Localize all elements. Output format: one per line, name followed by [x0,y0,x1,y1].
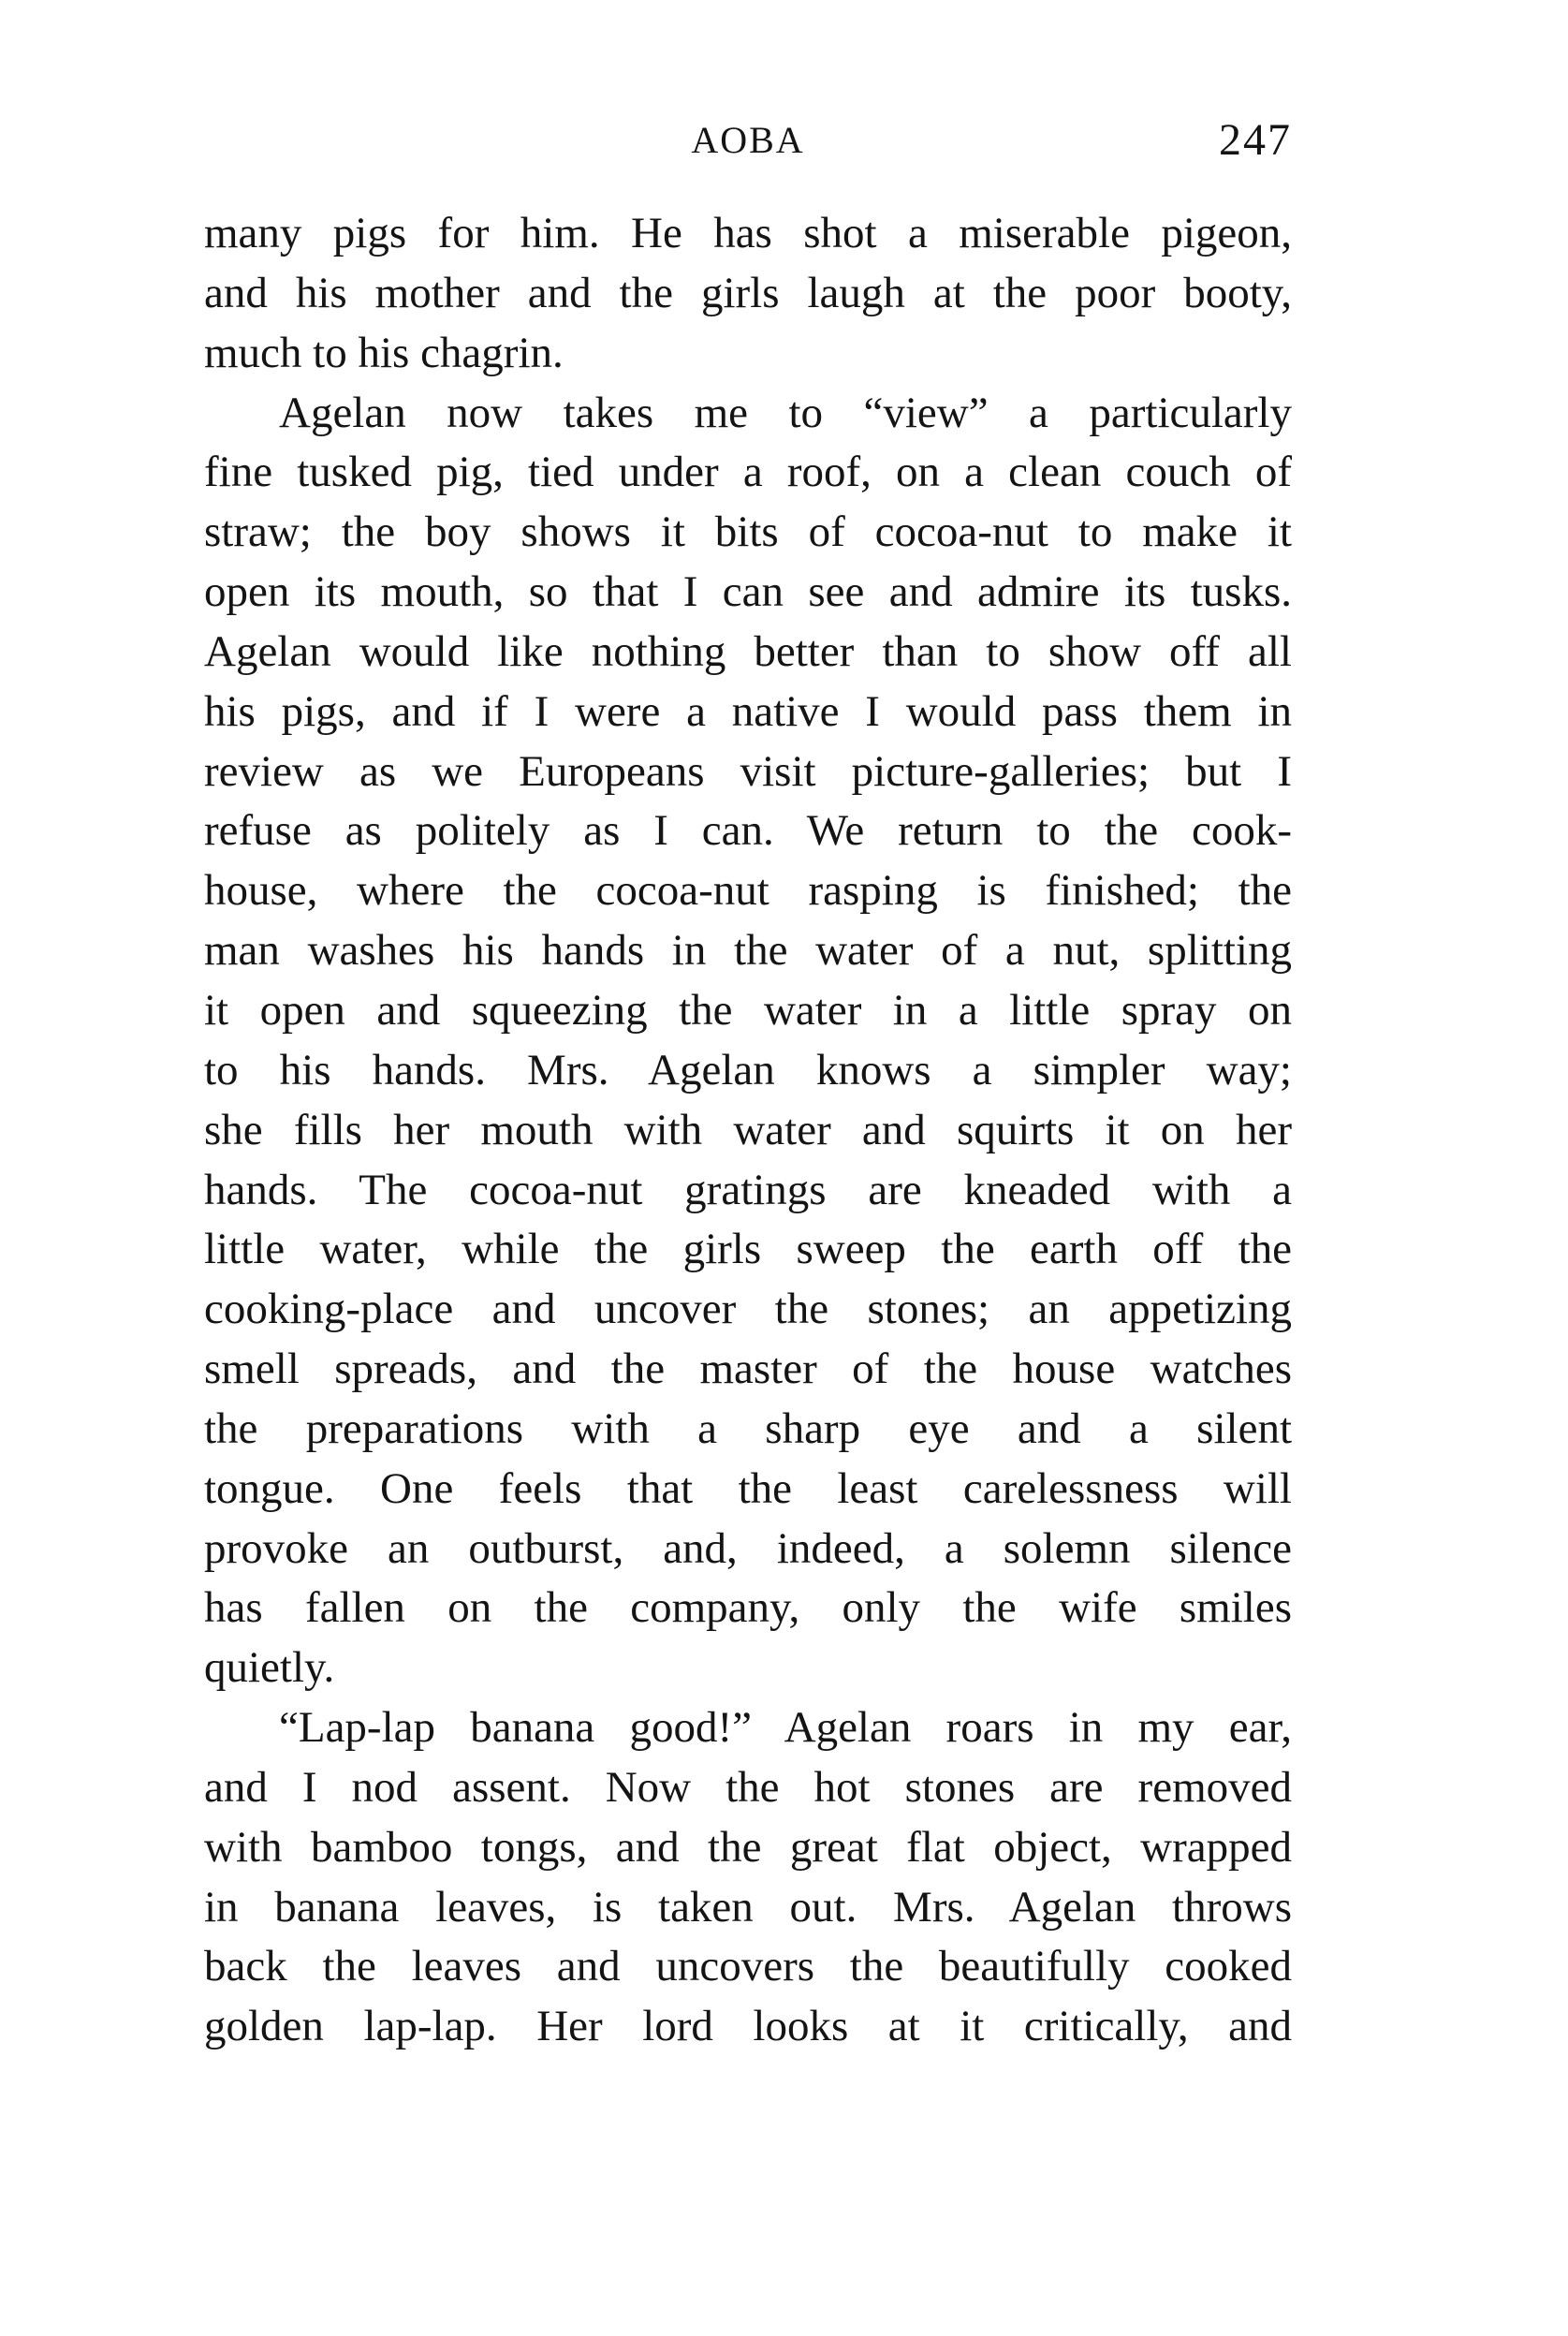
text-line: it open and squeezing the water in a little spray on [204,985,1292,1035]
text-line: and I nod assent. Now the hot stones are removed [204,1762,1292,1812]
text-line: smell spreads, and the master of the house watches [204,1344,1292,1394]
text-line: much to his chagrin. [204,328,564,377]
text-line: quietly. [204,1643,335,1693]
text-line: cooking-place and uncover the stones; an appetizing [204,1285,1292,1334]
text-line: little water, while the girls sweep the earth off the [204,1225,1292,1274]
paragraph [204,204,1292,384]
text-line: refuse as politely as I can. We return to the cook- [204,806,1292,856]
text-line: back the leaves and uncovers the beautifully cooked [204,1942,1292,1991]
body-text [204,204,1292,2057]
text-line: to his hands. Mrs. Agelan knows a simpler way; [204,1045,1292,1095]
paragraph [204,384,1292,1699]
text-line: house, where the cocoa-nut rasping is finished; the [204,866,1292,916]
text-line: has fallen on the company, only the wife smiles [204,1583,1292,1633]
text-line: she fills her mouth with water and squirts it on her [204,1105,1292,1154]
text-line: Agelan now takes me to “view” a particularly [279,388,1292,437]
text-line: review as we Europeans visit picture-galleries; but I [204,746,1292,796]
text-line: golden lap-lap. Her lord looks at it critically, and [204,2002,1292,2051]
text-line: man washes his hands in the water of a nut, splitting [204,926,1292,976]
running-head: AOBA [691,119,805,161]
text-line: in banana leaves, is taken out. Mrs. Agelan throws [204,1882,1292,1932]
text-line: provoke an outburst, and, indeed, a solemn silence [204,1523,1292,1573]
text-line: the preparations with a sharp eye and a silent [204,1403,1292,1453]
page-header [204,112,1292,169]
text-line: with bamboo tongs, and the great flat object, wrapped [204,1822,1292,1872]
paragraph [204,1698,1292,2057]
text-line: and his mother and the girls laugh at the poor booty, [204,268,1292,317]
text-line: tongue. One feels that the least carelessness will [204,1463,1292,1513]
text-line: fine tusked pig, tied under a roof, on a clean couch of [204,448,1292,497]
page-number: 247 [1219,115,1292,165]
text-line: straw; the boy shows it bits of cocoa-nut to make it [204,507,1292,557]
text-line: many pigs for him. He has shot a miserable pigeon, [204,209,1292,257]
text-line: hands. The cocoa-nut gratings are kneaded with a [204,1165,1292,1214]
text-line: open its mouth, so that I can see and admire its tusks. [204,567,1292,617]
text-line: Agelan would like nothing better than to show off all [204,626,1292,676]
text-line: his pigs, and if I were a native I would pass them in [204,686,1292,736]
text-line: “Lap-lap banana good!” Agelan roars in my ear, [279,1703,1292,1753]
